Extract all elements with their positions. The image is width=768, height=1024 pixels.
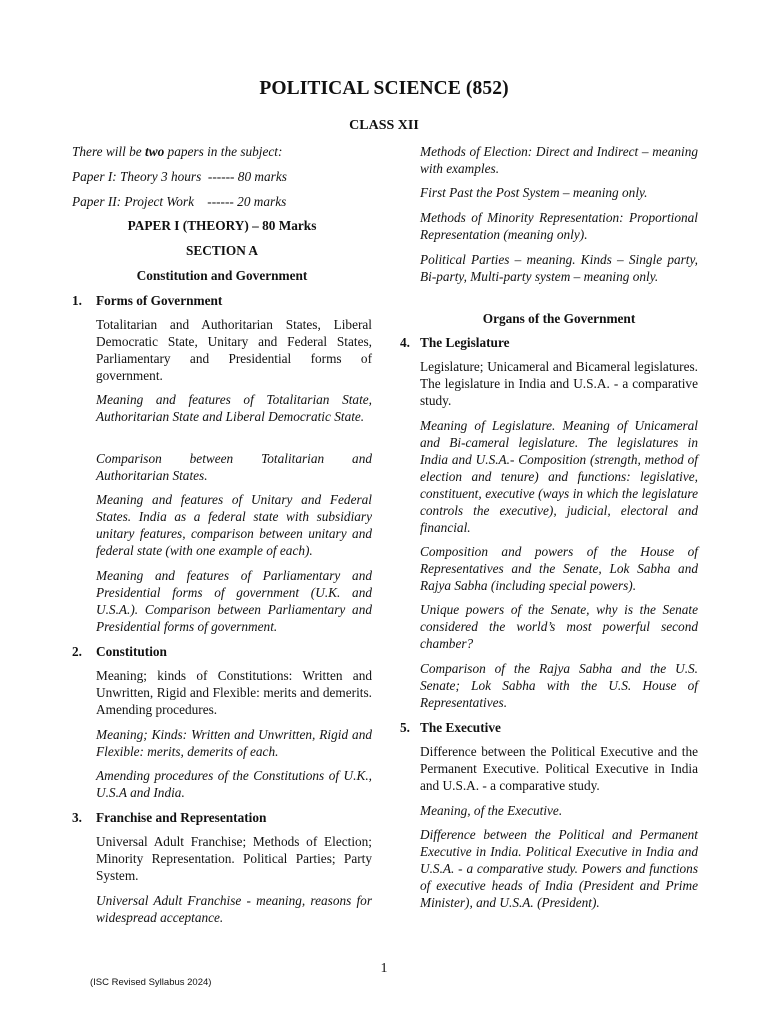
footer-note: (ISC Revised Syllabus 2024) — [90, 977, 212, 988]
methods-of-election: Methods of Election: Direct and Indirect – meaning with examples. — [420, 144, 698, 176]
section-3-para-2: Universal Adult Franchise - meaning, reasons for widespread acceptance. — [96, 893, 372, 925]
section-5-title: The Executive — [420, 720, 501, 735]
section-3-number: 3. — [72, 810, 82, 825]
section-1-para-2: Meaning and features of Totalitarian State, Authoritarian State and Liberal Democratic State. — [96, 392, 372, 424]
intro-bold: two — [145, 144, 165, 159]
section-5-para-1: Difference between the Political Executive and the Permanent Executive. Political Executive in India and U.S.A. - a comparative study. — [420, 744, 698, 793]
first-past-the-post: First Past the Post System – meaning only. — [420, 185, 648, 200]
section-2-title: Constitution — [96, 644, 167, 659]
section-1-title: Forms of Government — [96, 293, 223, 308]
minority-representation: Methods of Minority Representation: Proportional Representation (meaning only). — [420, 210, 698, 242]
section-1-para-5: Meaning and features of Parliamentary and Presidential forms of government (U.K. and U.S.A.). Comparison between Parliamentary and Presidential forms of government. — [96, 568, 372, 634]
paper1-line: Paper I: Theory 3 hours ------ 80 marks — [72, 169, 287, 184]
section-4-para-1: Legislature; Unicameral and Bicameral legislatures. The legislature in India and U.S.A. - a comparative study. — [420, 359, 698, 408]
section-1-para-4: Meaning and features of Unitary and Federal States. India as a federal state with subsidiary unitary features, comparison between unitary and federal state (with one example of each). — [96, 492, 372, 558]
page-number: 1 — [380, 961, 388, 976]
section-2-para-1: Meaning; kinds of Constitutions: Written and Unwritten, Rigid and Flexible: merits and demerits. Amending procedures. — [96, 668, 372, 717]
intro-prefix: There will be — [72, 144, 146, 159]
section-4-title: The Legislature — [420, 335, 510, 350]
section-4-para-3: Composition and powers of the House of Representatives and the Senate, Lok Sabha and Rajya Sabha (including special powers). — [420, 544, 698, 593]
section-4-para-4: Unique powers of the Senate, why is the Senate considered the world’s most powerful second chamber? — [420, 602, 698, 651]
paper-heading: PAPER I (THEORY) – 80 Marks — [127, 218, 317, 233]
paper2-line: Paper II: Project Work ------ 20 marks — [72, 194, 287, 209]
class-heading: CLASS XII — [349, 118, 419, 133]
section-5-number: 5. — [400, 720, 410, 735]
section-2-para-3: Amending procedures of the Constitutions of U.K., U.S.A and India. — [96, 768, 372, 800]
section-heading: SECTION A — [185, 243, 259, 258]
section-1-para-3: Comparison between Totalitarian and Authoritarian States. — [96, 451, 372, 483]
section-4-para-5: Comparison of the Rajya Sabha and the U.S. Senate; Lok Sabha with the U.S. House of Representatives. — [420, 661, 698, 710]
intro-suffix: papers in the subject: — [164, 144, 283, 159]
section-5-para-2: Meaning, of the Executive. — [420, 803, 563, 818]
section-4-para-2: Meaning of Legislature. Meaning of Unicameral and Bi-cameral legislature. The legislatures in India and U.S.A.- Composition (strength, method of election and tenure) and functions: legislative, constituent, executive (ways in which the legislature controls the executive), judicial, electoral and financial. — [420, 418, 698, 535]
section-subheading: Constitution and Government — [136, 268, 308, 283]
political-parties: Political Parties – meaning. Kinds – Single party, Bi-party, Multi-party system – meaning only. — [420, 252, 698, 284]
section-2-number: 2. — [72, 644, 82, 659]
section-3-title: Franchise and Representation — [96, 810, 267, 825]
section-1-number: 1. — [72, 293, 82, 308]
section-3-para-1: Universal Adult Franchise; Methods of Election; Minority Representation. Political Parties; Party System. — [96, 834, 372, 883]
section-1-para-1: Totalitarian and Authoritarian States, Liberal Democratic State, Unitary and Federal States, Parliamentary and Presidential forms of government. — [96, 317, 372, 383]
organs-heading: Organs of the Government — [482, 311, 636, 326]
section-4-number: 4. — [400, 335, 410, 350]
intro-line — [72, 143, 372, 160]
section-5-para-3: Difference between the Political and Permanent Executive in India. Political Executive in India and U.S.A. - a comparative study. Powers and functions of executive heads of India (President and Prime Minister), and U.S.A. (President). — [420, 827, 698, 910]
section-2-para-2: Meaning; Kinds: Written and Unwritten, Rigid and Flexible: merits, demerits of each. — [96, 727, 372, 759]
document-title: POLITICAL SCIENCE (852) — [259, 78, 509, 99]
